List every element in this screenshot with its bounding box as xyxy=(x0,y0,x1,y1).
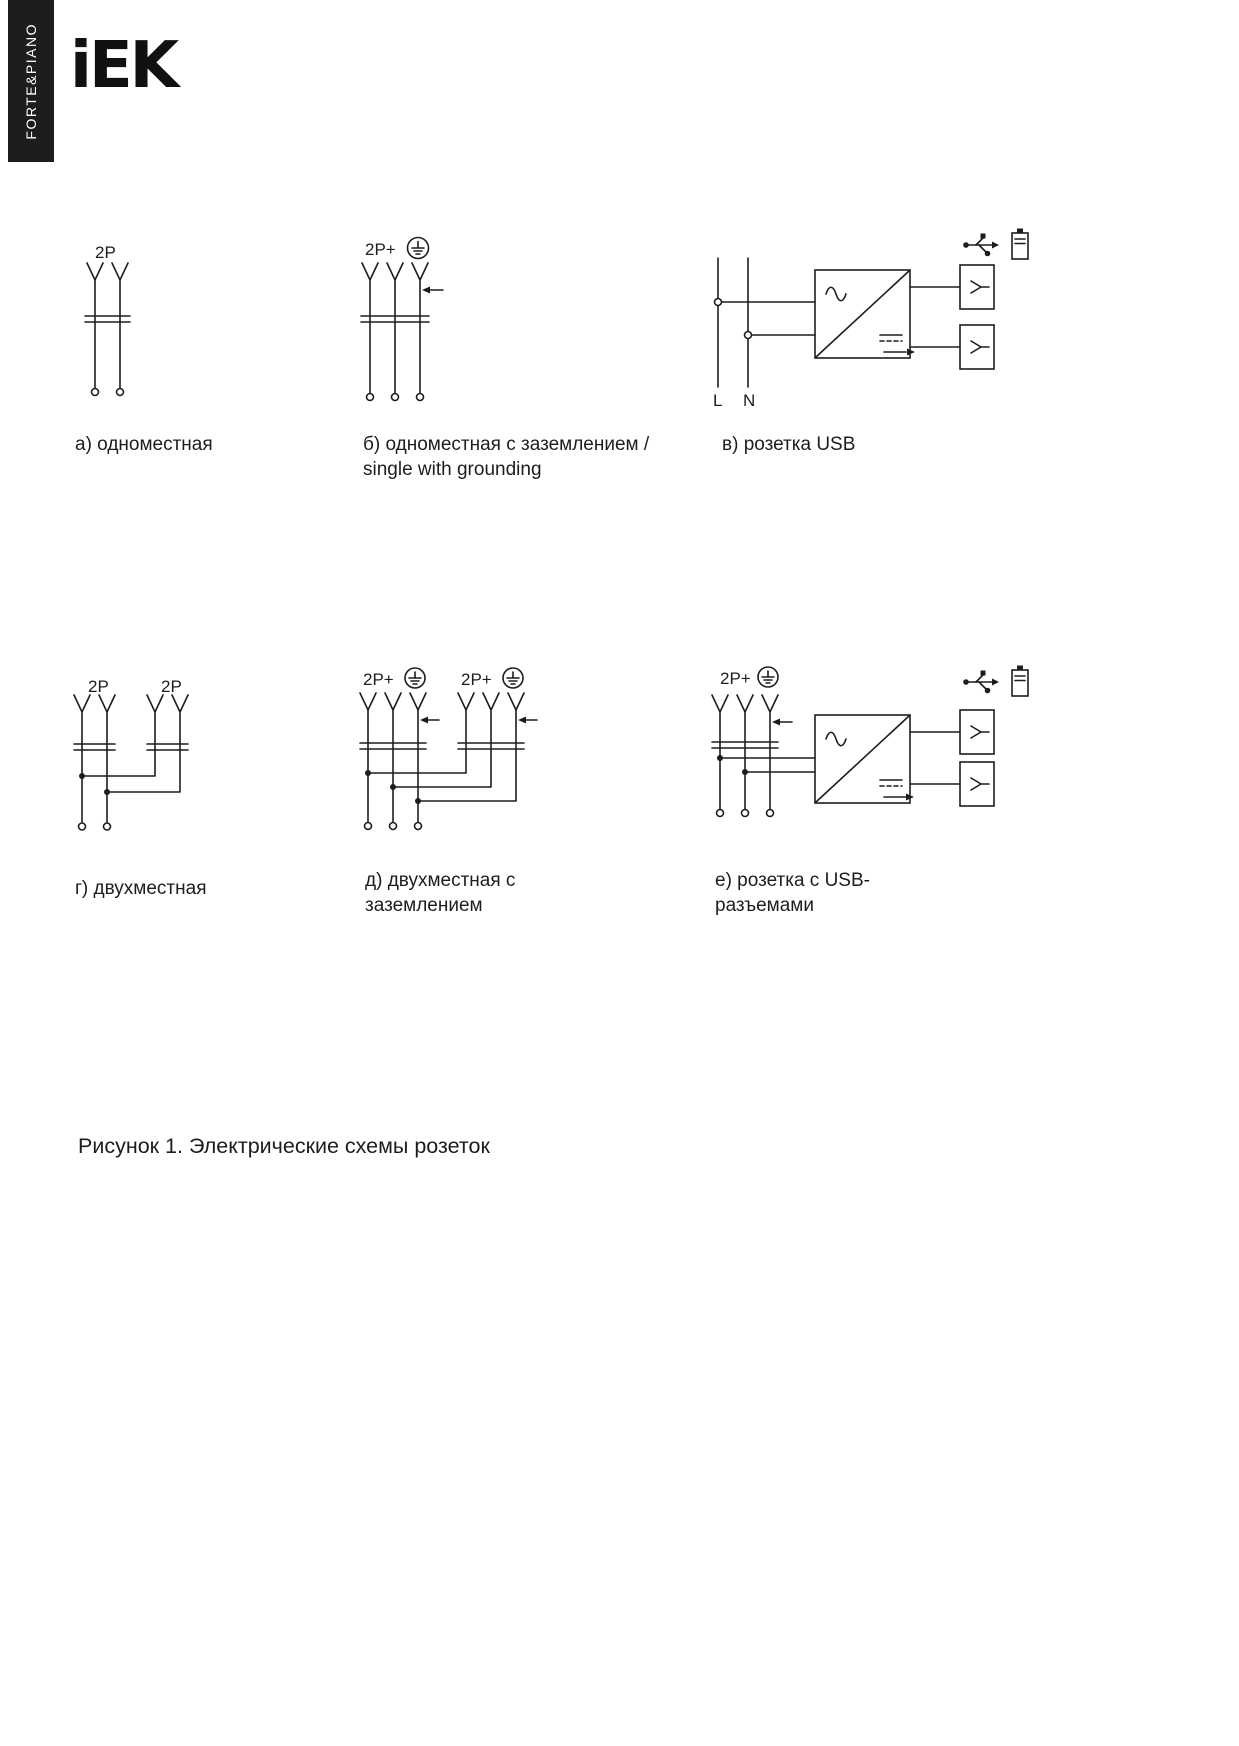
junction-dot xyxy=(415,798,421,804)
usb-icon xyxy=(963,234,999,257)
battery-icon xyxy=(1012,229,1028,260)
junction-dot xyxy=(79,773,85,779)
diagram-g-double-socket-schematic xyxy=(65,668,265,848)
ac-sine-icon xyxy=(826,287,846,301)
pin-stems xyxy=(95,280,120,389)
usb-port xyxy=(960,325,994,369)
line-label: L xyxy=(713,391,723,410)
usb-port xyxy=(960,710,994,754)
acdc-converter-box xyxy=(815,715,914,803)
junction-dot xyxy=(717,755,723,761)
usb-port xyxy=(960,265,994,309)
diagram-a-single-socket-schematic xyxy=(70,232,240,412)
parallel-wiring xyxy=(368,710,516,823)
parallel-wiring xyxy=(82,712,180,823)
tap-terminal-circle xyxy=(745,332,752,339)
junction-dot xyxy=(390,784,396,790)
terminal-circle xyxy=(92,389,99,396)
wiring xyxy=(720,712,815,810)
terminal-circle xyxy=(392,394,399,401)
output-wires xyxy=(910,287,960,347)
terminal-circle xyxy=(79,823,86,830)
pole-label: 2P+ xyxy=(363,670,394,689)
terminal-circle xyxy=(415,823,422,830)
ground-arrow-icon xyxy=(420,717,439,724)
terminal-circle xyxy=(717,810,724,817)
contact-fork-icon xyxy=(362,263,428,280)
terminal-circle xyxy=(390,823,397,830)
usb-port xyxy=(960,762,994,806)
caption-diagram-b: б) одноместная с заземлением / single with grounding xyxy=(363,434,650,481)
ac-sine-icon xyxy=(826,732,846,746)
terminal-circle xyxy=(117,389,124,396)
pole-label: 2P+ xyxy=(461,670,492,689)
battery-icon xyxy=(1012,666,1028,697)
usb-plug-icon xyxy=(971,726,989,738)
junction-dot xyxy=(742,769,748,775)
socket-body-lines xyxy=(74,744,188,750)
neutral-label: N xyxy=(743,391,756,410)
diagram-b-single-grounded-socket-schematic xyxy=(355,228,545,418)
terminal-circle xyxy=(417,394,424,401)
ground-arrow-icon xyxy=(518,717,537,724)
socket-body-lines xyxy=(85,316,130,322)
caption-diagram-d: д) двухместная с заземлением xyxy=(365,870,516,917)
contact-fork-icon xyxy=(360,693,524,710)
caption-diagram-v: в) розетка USB xyxy=(722,434,856,455)
diagram-e-socket-with-usb-schematic xyxy=(698,658,1040,858)
terminal-circle xyxy=(104,823,111,830)
tap-terminal-circle xyxy=(715,299,722,306)
caption-diagram-g: г) двухместная xyxy=(75,878,207,899)
caption-diagram-e: е) розетка с USB-разъемами xyxy=(715,870,870,917)
ground-arrow-icon xyxy=(772,719,792,726)
usb-icon xyxy=(963,671,999,694)
diagram-d-double-grounded-socket-schematic xyxy=(355,663,585,848)
earth-icon xyxy=(503,668,523,688)
contact-fork-icon xyxy=(74,695,188,712)
pole-label: 2P xyxy=(161,677,182,696)
series-label: FORTE&PIANO xyxy=(23,22,39,140)
earth-icon xyxy=(408,238,429,259)
caption-diagram-a: а) одноместная xyxy=(75,434,213,455)
diagram-v-usb-socket-schematic xyxy=(700,225,1040,415)
contact-fork-icon xyxy=(87,263,128,280)
pole-label: 2P xyxy=(95,243,116,262)
junction-dot xyxy=(365,770,371,776)
terminal-circle xyxy=(367,394,374,401)
ground-arrow-icon xyxy=(422,287,443,294)
pole-label: 2P+ xyxy=(365,240,396,259)
input-wires xyxy=(718,302,815,335)
terminal-circle xyxy=(767,810,774,817)
earth-icon xyxy=(405,668,425,688)
socket-body-lines xyxy=(360,743,524,749)
usb-plug-icon xyxy=(971,778,989,790)
terminal-circle xyxy=(365,823,372,830)
acdc-converter-box xyxy=(815,270,915,358)
supply-lines xyxy=(718,258,748,387)
pin-stems xyxy=(370,280,420,394)
usb-plug-icon xyxy=(971,341,989,353)
pole-label: 2P+ xyxy=(720,669,751,688)
output-wires xyxy=(910,732,960,784)
terminal-circle xyxy=(742,810,749,817)
contact-fork-icon xyxy=(712,695,778,712)
earth-icon xyxy=(758,667,778,687)
junction-dot xyxy=(104,789,110,795)
usb-plug-icon xyxy=(971,281,989,293)
pole-label: 2P xyxy=(88,677,109,696)
iek-logo: iEK xyxy=(70,29,177,103)
figure-caption: Рисунок 1. Электрические схемы розеток xyxy=(78,1134,490,1158)
brand-sidebar xyxy=(8,0,54,162)
